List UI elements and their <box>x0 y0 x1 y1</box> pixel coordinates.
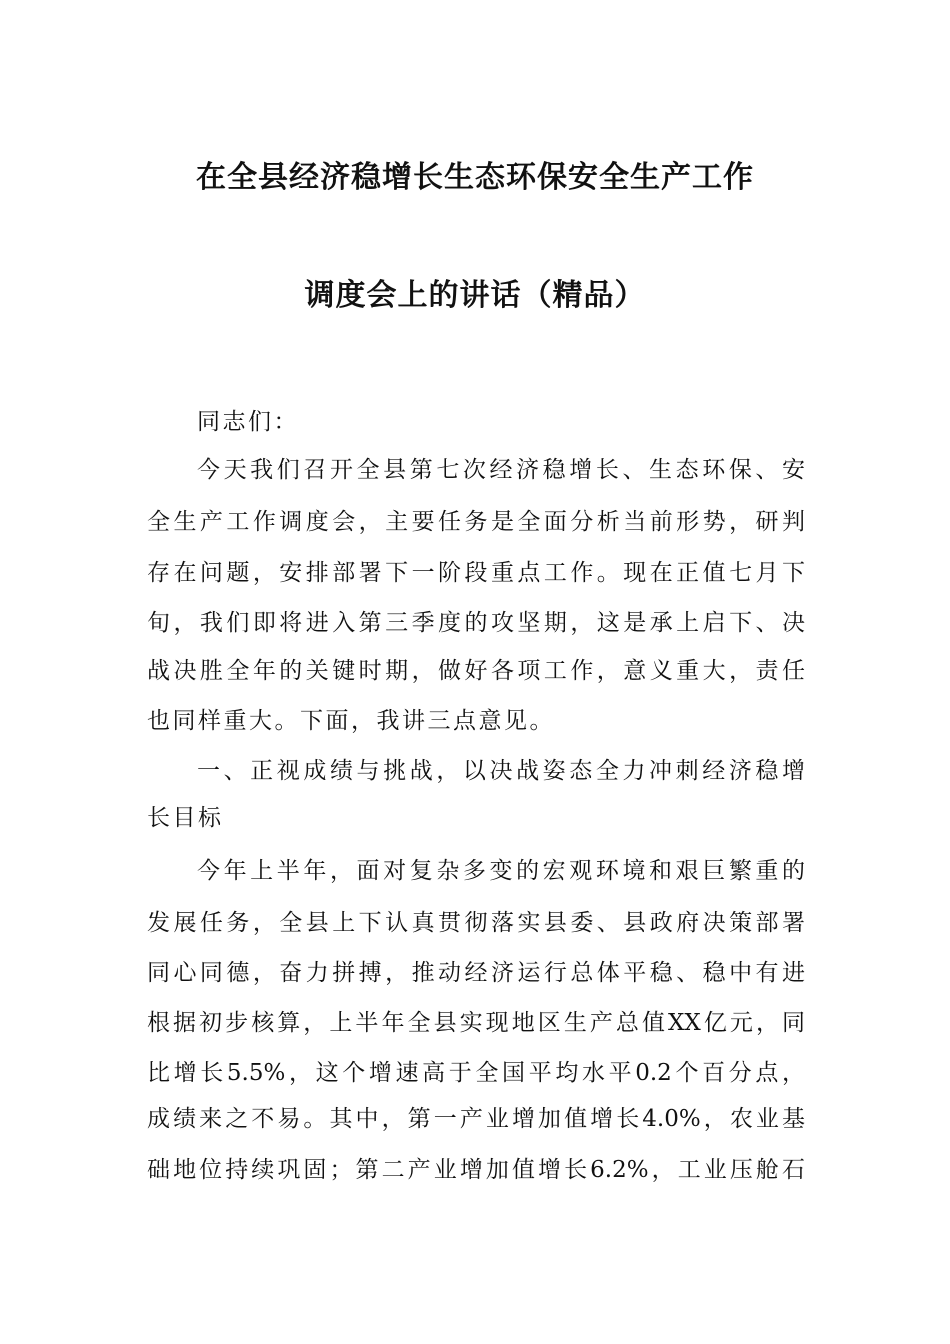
paragraph-line: 今天我们召开全县第七次经济稳增长、生态环保、安 <box>197 457 805 483</box>
paragraph-line: 比增长5.5%，这个增速高于全国平均水平0.2个百分点， <box>147 1060 805 1086</box>
paragraph-line: 础地位持续巩固；第二产业增加值增长6.2%，工业压舱石 <box>147 1157 805 1183</box>
paragraph-line: 同心同德，奋力拼搏，推动经济运行总体平稳、稳中有进 <box>147 960 805 986</box>
paragraph-line: 根据初步核算，上半年全县实现地区生产总值XX亿元，同 <box>147 1010 805 1036</box>
document-title-line-2: 调度会上的讲话（精品） <box>304 278 646 313</box>
paragraph-line: 战决胜全年的关键时期，做好各项工作，意义重大，责任 <box>147 658 805 684</box>
paragraph-line: 旬，我们即将进入第三季度的攻坚期，这是承上启下、决 <box>147 610 805 636</box>
paragraph-line: 全生产工作调度会，主要任务是全面分析当前形势，研判 <box>147 509 805 535</box>
paragraph-line: 同志们： <box>197 409 299 435</box>
paragraph-line: 一、正视成绩与挑战，以决战姿态全力冲刺经济稳增 <box>197 758 805 784</box>
paragraph-line: 存在问题，安排部署下一阶段重点工作。现在正值七月下 <box>147 560 805 586</box>
paragraph-line: 长目标 <box>147 805 224 831</box>
paragraph-line: 发展任务，全县上下认真贯彻落实县委、县政府决策部署 <box>147 910 805 936</box>
paragraph-line: 成绩来之不易。其中，第一产业增加值增长4.0%，农业基 <box>147 1106 805 1132</box>
document-title-line-1: 在全县经济稳增长生态环保安全生产工作 <box>196 160 754 195</box>
paragraph-line: 今年上半年，面对复杂多变的宏观环境和艰巨繁重的 <box>197 858 805 884</box>
paragraph-line: 也同样重大。下面，我讲三点意见。 <box>147 708 555 734</box>
